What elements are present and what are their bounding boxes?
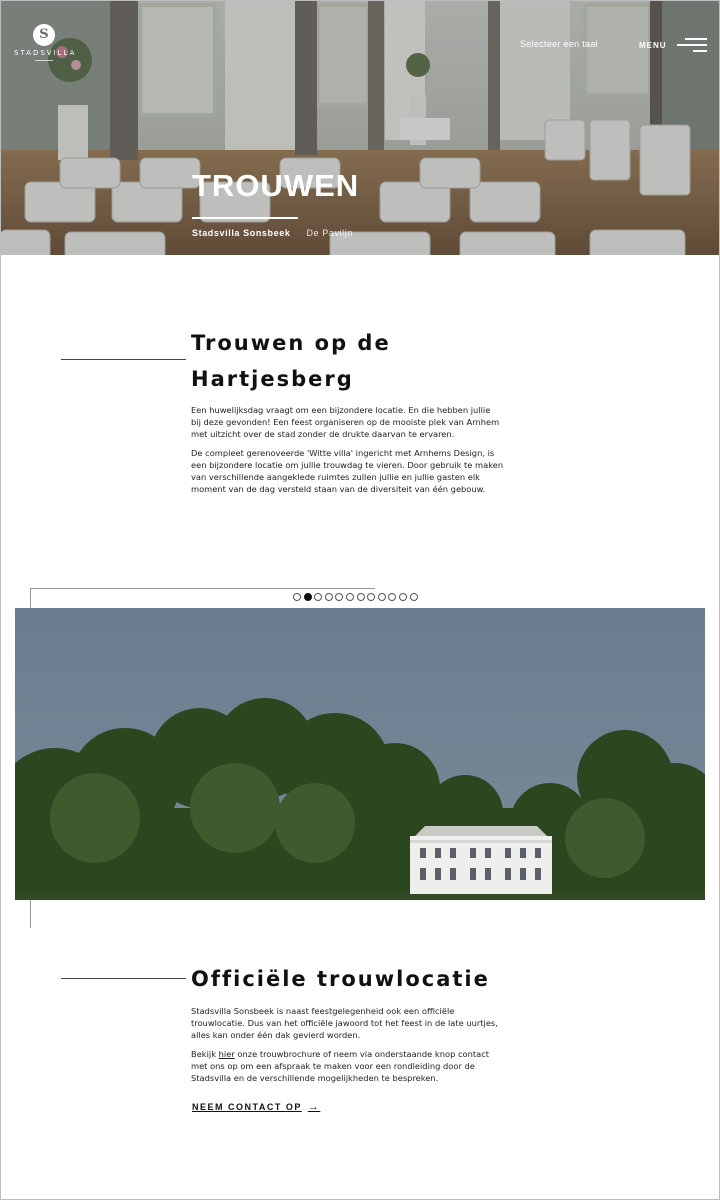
intro-paragraph-1 — [191, 404, 533, 440]
official-p2-line: Stadsvilla en de verschillende mogelijkheden te bespreken. — [191, 1073, 439, 1083]
carousel-pagination — [293, 593, 418, 601]
official-p1-line: alles kan onder één dak gevierd worden. — [191, 1030, 361, 1040]
carousel-dot[interactable] — [378, 593, 386, 601]
intro-p1-line: met uitzicht over de stad zonder de drukte daarvan te ervaren. — [191, 429, 455, 439]
intro-heading — [191, 325, 391, 397]
carousel-dot[interactable] — [357, 593, 365, 601]
section-divider-line — [61, 359, 186, 360]
carousel-dot[interactable] — [346, 593, 354, 601]
carousel-dot[interactable] — [367, 593, 375, 601]
official-p2-suffix: onze trouwbrochure of neem via onderstaande knop contact — [234, 1049, 490, 1059]
intro-heading-line1: Trouwen op de — [191, 331, 391, 355]
intro-p2-line: De compleet gerenoveerde 'Witte villa' ingericht met Arnhems Design, is — [191, 448, 495, 458]
contact-button-label: NEEM CONTACT OP — [192, 1102, 302, 1112]
official-p2-prefix: Bekijk — [191, 1049, 219, 1059]
logo-divider — [35, 60, 53, 61]
carousel-dot[interactable] — [410, 593, 418, 601]
official-heading: Officiële trouwlocatie — [191, 967, 490, 991]
carousel-dot[interactable] — [304, 593, 312, 601]
carousel-dot[interactable] — [388, 593, 396, 601]
breadcrumb-item-paviljn[interactable]: De Paviljn — [306, 228, 353, 238]
language-selector[interactable]: Selecteer een taal — [520, 39, 598, 49]
intro-heading-line2: Hartjesberg — [191, 367, 354, 391]
official-p2-line: met ons op om een afspraak te maken voor een rondleiding door de — [191, 1061, 475, 1071]
arrow-right-icon: → — [307, 1101, 321, 1113]
carousel-dot[interactable] — [335, 593, 343, 601]
contact-button[interactable] — [192, 1101, 320, 1113]
villa-photo — [15, 608, 705, 900]
intro-p2-line: een bijzondere locatie om jullie trouwdag te vieren. Door gebruik te maken — [191, 460, 504, 470]
official-paragraph-1 — [191, 1005, 533, 1041]
carousel-dot[interactable] — [293, 593, 301, 601]
carousel-dot[interactable] — [314, 593, 322, 601]
breadcrumb-item-sonsbeek[interactable]: Stadsvilla Sonsbeek — [192, 228, 291, 238]
intro-paragraph-2 — [191, 447, 533, 495]
menu-label: MENU — [639, 40, 667, 50]
carousel-dot[interactable] — [325, 593, 333, 601]
official-paragraph-2 — [191, 1048, 533, 1084]
section-divider-line — [61, 978, 186, 979]
hero-image — [0, 0, 720, 255]
carousel-frame-horizontal — [30, 588, 375, 589]
logo-icon: S — [33, 24, 55, 46]
breadcrumb — [192, 228, 353, 238]
logo-text: STADSVILLA — [14, 49, 77, 57]
brand-logo[interactable] — [14, 24, 77, 61]
intro-p1-line: Een huwelijksdag vraagt om een bijzondere locatie. En die hebben jullie — [191, 405, 491, 415]
brochure-link[interactable]: hier — [218, 1049, 235, 1059]
carousel-slide[interactable] — [15, 608, 705, 900]
official-p1-line: Stadsvilla Sonsbeek is naast feestgelegenheid ook een officiële — [191, 1006, 455, 1016]
intro-p1-line: bij deze gevonden! Een feest organiseren op de mooiste plek van Arnhem — [191, 417, 500, 427]
official-p1-line: trouwlocatie. Dus van het officiële jawoord tot het feest in de late uurtjes, — [191, 1018, 498, 1028]
menu-button[interactable] — [639, 37, 707, 53]
intro-p2-line: van verschillende aangeklede ruimtes zullen jullie en jullie gasten elk — [191, 472, 480, 482]
menu-icon — [677, 37, 707, 53]
hero-section — [0, 0, 720, 255]
carousel-dot[interactable] — [399, 593, 407, 601]
page-title: TROUWEN — [192, 168, 360, 203]
intro-p2-line: moment van de dag versteld staan van de diversiteit van één gebouw. — [191, 484, 486, 494]
title-underline — [192, 217, 298, 219]
